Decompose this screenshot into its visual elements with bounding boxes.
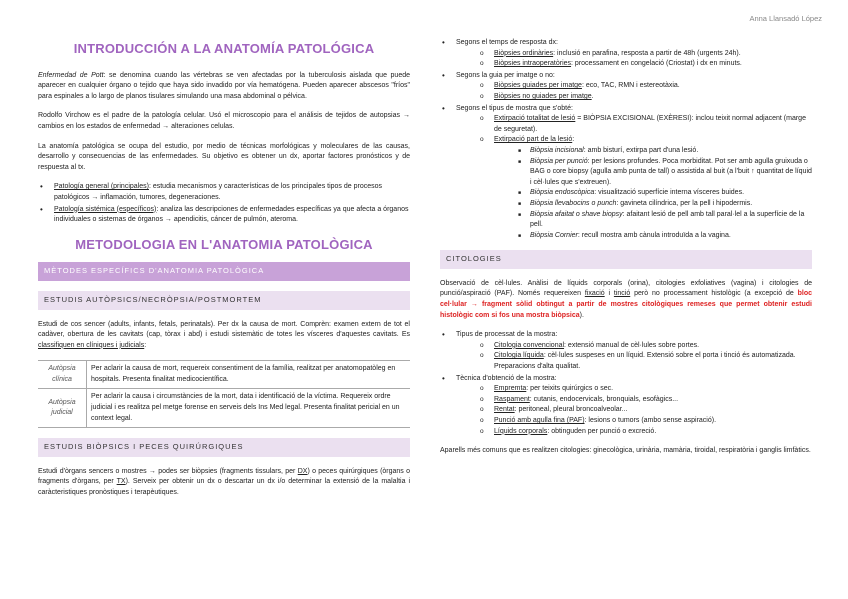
sub-text: = BIÒPSIA EXCISIONAL (EXÈRESI): inclou teixit normal adjacent (marge de seguretat). (494, 115, 806, 133)
biopsy-classification-list (440, 38, 812, 241)
sub-list (456, 341, 812, 373)
cito-text-2: i (604, 290, 614, 298)
biopsy-type: Biòpsia per punció (530, 157, 588, 165)
sub-list-item (456, 427, 812, 438)
tincio-term: tinció (613, 290, 631, 298)
sub-list-item (456, 416, 812, 427)
biopsy-desc: : afaitant lesió de pell amb tall paral·lel a la superfície de la pell. (530, 210, 805, 229)
sub-term: Biòpsies no guiades per imatge (494, 92, 592, 100)
sub-text: . (591, 92, 594, 100)
sub-term: Citologia líquida (494, 352, 544, 360)
cito-text-3: però no processament histològic (a excepció de (630, 290, 798, 298)
list-term: Patología sistémica (específicos) (54, 205, 157, 213)
author-name: Anna Llansadó López (749, 14, 822, 23)
sub-sub-list (456, 146, 812, 241)
autopsy-table (38, 360, 410, 428)
sub-text: : cutanis, endocervicals, bronquials, esofàgics... (529, 395, 679, 403)
sub-term: Biòpsies ordinàries (494, 49, 554, 57)
autopsy-link: classifiquen en clíniques i judicials (38, 341, 145, 349)
biopsy-desc: : gavineta cilíndrica, per la pell i hipodermis. (616, 199, 753, 207)
pathology-types-list (38, 182, 410, 225)
sub-text: : eco, TAC, RMN i estereotàxia. (581, 82, 680, 90)
tx-label: TX (116, 478, 126, 486)
sub-list-item (456, 351, 812, 372)
section-bar-citologies: CITOLOGIES (440, 250, 812, 269)
sub-list-item (456, 114, 812, 135)
sub-term: Extirpació part de la lesió (494, 136, 573, 144)
list-heading: Segons el temps de resposta dx: (456, 39, 558, 46)
sub-text: : per teixits quirúrgics o sec. (526, 385, 614, 393)
sub-text: : inclusió en parafina, resposta a partir de 48h (urgents 24h). (553, 49, 741, 57)
sub-sub-item (456, 210, 812, 231)
cito-text-1: Observació de cèl·lules. Anàlisi de líquids corporals (orina), citologies exfoliatives (vagina) i citologies de punció/aspiració (PAF). Només requereixen (440, 279, 812, 298)
sub-list-item (456, 59, 812, 70)
section-bar-autopsy: ESTUDIS AUTÒPSICS/NECRÒPSIA/POSTMORTEM (38, 291, 410, 310)
table-value: Per aclarir la causa i circumstàncies de la mort, data i identificació de la víctima. Requereix ordre judicial i es realitza pel metge forense en serveis dels Ins Med legal. Presenta finalitat pericial en un context legal. (87, 389, 411, 428)
list-heading: Tipus de processat de la mostra: (456, 331, 558, 339)
sub-sub-item (456, 157, 812, 189)
sub-list-item (456, 81, 812, 92)
biopsy-type: Biòpsia Cornier (530, 231, 578, 239)
potts-paragraph (38, 71, 410, 103)
list-text: : analiza las descripciones de enfermedades específicas ya que afecta a órganos individuales o sistemas de órganos → apendicitis, cáncer de pulmón, ateroma. (54, 205, 409, 224)
sub-list-item (456, 341, 812, 352)
autopsy-end: : (144, 341, 147, 349)
sub-term: Empremta (494, 385, 527, 393)
sub-list (456, 49, 812, 70)
virchow-paragraph: Rodolfo Virchow es el padre de la patología celular. Usó el microscopio para el análisis de tejidos de autopsias → cambios en los estados de enfermedad → alteraciones celulas. (38, 112, 410, 130)
list-item (38, 182, 410, 203)
closing-paragraph: Aparells més comuns que es realitzen citologies: ginecològica, urinària, mamària, tiroidal, respiratòria i ganglis limfàtics. (440, 447, 811, 455)
table-key: Autòpsia judicial (38, 389, 87, 428)
biopsy-type: Biòpsia afaitat o shave biopsy (530, 210, 623, 218)
biopsy-text-1: Estudi d'òrgans sencers o mostres → podes ser biòpsies (fragments tissulars, per (38, 467, 298, 475)
sub-list-item (456, 405, 812, 416)
dx-label: DX (297, 467, 308, 475)
right-column (440, 38, 812, 466)
sub-term: Citologia convencional (494, 341, 565, 349)
biopsy-text-3: ). Serveix per obtenir un dx o descartar un dx i/o determinar la extensió de la malaltia i caràcteristiques pronòstiques i terapèutiques. (38, 478, 410, 497)
citologies-paragraph (440, 279, 812, 321)
list-text: : estudia mecanismos y características de los principales tipos de procesos patológicos → inflamación, tumores, degeneraciones. (54, 183, 383, 201)
biopsy-text-2: ) o peces quirúrgiques (òrgans o fragments d'òrgans, per (38, 467, 411, 486)
table-row (38, 361, 410, 389)
sub-list-item (456, 384, 812, 395)
autopsy-text: Estudi de cos sencer (adults, infants, fetals, perinatals). Per dx la causa de mort. Comprèn: examen extern de tot el cadàver, obertura de les cavitats (cap, tòrax i abd) i estudi sistemàtic de totes les vísceres d'aquestes cavitats. Es (38, 320, 410, 339)
sub-sub-item (456, 231, 812, 242)
sub-term: Biòpsies guiades per imatge (494, 82, 582, 90)
citology-list (440, 330, 812, 437)
biopsy-type: Biòpsia incisional (530, 146, 584, 154)
sub-list (456, 81, 812, 102)
fixacio-term: fixació (584, 290, 605, 298)
potts-text: : se denomina cuando las vértebras se ven afectadas por la tuberculosis aislada que puede aparecer en cualquier órgano o tejido que haya sido invadido por vía hematógena. Pueden aparecer abscesos "fríos" para espinales a lo largo de planos tisulares simulando una masa abdominal o pélvica. (38, 71, 411, 100)
sub-text: : extensió manual de cèl·lules sobre portes. (564, 341, 700, 349)
cito-text-4: ). (579, 311, 584, 319)
sub-list-item (456, 92, 812, 103)
bloc-cellular-note: bloc cel·lular → fragment sòlid obtingut a partir de mostres citològiques remeses que permet obtenir estudi histològic com si fos una mostra biòpsica (440, 290, 812, 319)
sub-text: : cèl·lules suspeses en un líquid. Extensió sobre el porta i tinció és automatizada. Preparacions d'alta qualitat. (494, 352, 796, 371)
sub-term: Biòpsies intraoperatòries (494, 60, 572, 68)
sub-sub-item (456, 199, 812, 210)
sub-term: Líquids corporals (494, 427, 548, 435)
sub-text: : processament en congelació (Criostat) i dx en minuts. (571, 60, 742, 68)
sub-term: Raspament (494, 395, 530, 403)
biopsy-desc: : per lesions profundes. Poca morbiditat. Pot ser amb agulla gruixuda o BAG o core biopsy (agulla amb punta de tall) o assistida al buit (a l'buit ↑ quantitat de líquid i cèl·lules que s'extreuen). (530, 157, 812, 186)
section-title: METODOLOGIA EN L'ANATOMIA PATOLÒGICA (75, 236, 373, 252)
biopsy-type: Biòpsia endoscòpica (530, 189, 595, 197)
section-bar-methods: MÈTODES ESPECÍFICS D'ANATOMIA PATOLÒGICA (38, 262, 410, 281)
list-heading: Tècnica d'obtenció de la mostra: (456, 374, 557, 382)
list-item (440, 374, 812, 438)
sub-term: Extirpació totalitat de lesió (494, 115, 576, 123)
table-row (38, 389, 410, 428)
list-item (440, 38, 812, 70)
sub-text: : lesions o tumors (ambo sense aspiració). (584, 417, 717, 424)
autopsy-paragraph (38, 320, 410, 352)
sub-term: Rentat (494, 406, 515, 414)
sub-text: : peritoneal, pleural broncoalveolar... (514, 406, 628, 414)
biopsy-desc: : recull mostra amb cànula introduïda a la vagina. (577, 231, 731, 239)
biopsy-type: Biòpsia llevabocins o punch (530, 199, 617, 207)
sub-list-item (456, 395, 812, 406)
potts-term: Enfermedad de Pott (38, 71, 104, 79)
table-key: Autòpsia clínica (38, 361, 87, 389)
list-term: Patología general (principales) (54, 183, 149, 191)
biopsy-desc: : visualització superfície interna vísceres buides. (594, 189, 745, 197)
sub-text: : (572, 136, 575, 144)
table-value: Per aclarir la causa de mort, requereix consentiment de la família, realitzat per anatomopatòleg en hospitals. Presenta finalitat medicocientífica. (87, 361, 411, 389)
sub-list (456, 114, 812, 241)
page-title: INTRODUCCIÓN A LA ANATOMÍA PATOLÓGICA (73, 41, 375, 56)
sub-list (456, 384, 812, 437)
left-column (38, 41, 411, 508)
sub-sub-item (456, 188, 812, 199)
biopsy-desc: : amb bisturí, extirpa part d'una lesió. (583, 146, 699, 154)
sub-sub-item (456, 146, 812, 157)
sub-list-item (456, 49, 812, 60)
biopsy-paragraph (38, 467, 410, 499)
list-item (38, 205, 410, 226)
sub-list-item (456, 135, 812, 241)
anatomia-paragraph: La anatomía patológica se ocupa del estudio, por medio de técnicas morfológicas y moleculares de las causas, desarrollo y consecuencias de las enfermedades. Su objetivo es obtener un dx, aportar factores pronósticos y de respuesta al tx. (38, 142, 410, 171)
list-item (440, 104, 812, 242)
list-item (440, 71, 812, 103)
list-heading: Segons el tipus de mostra que s'obté: (456, 104, 573, 112)
list-heading: Segons la guia per imatge o no: (456, 71, 555, 79)
section-bar-biopsy: ESTUDIS BIÒPSICS I PECES QUIRÚRGIQUES (38, 438, 410, 457)
sub-text: : obtinguden per punció o excreció. (547, 427, 657, 435)
sub-term: Punció amb agulla fina (PAF) (494, 417, 585, 424)
list-item (440, 330, 812, 372)
